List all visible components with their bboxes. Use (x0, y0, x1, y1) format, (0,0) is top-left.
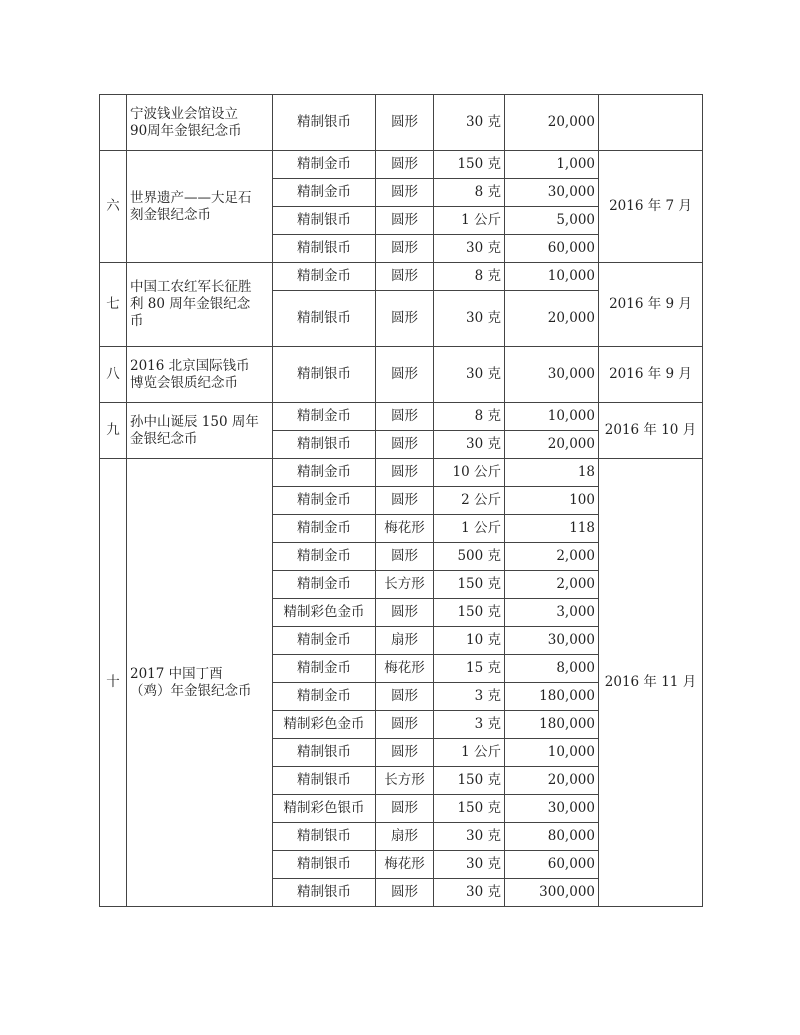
spec-cell: 10 公斤 (434, 459, 505, 487)
quality-cell: 精制金币 (273, 655, 376, 683)
quantity-cell: 2,000 (505, 543, 599, 571)
spec-cell: 150 克 (434, 767, 505, 795)
spec-cell: 30 克 (434, 291, 505, 347)
spec-cell: 30 克 (434, 235, 505, 263)
table-row (100, 459, 703, 487)
quantity-cell: 2,000 (505, 571, 599, 599)
quality-cell: 精制银币 (273, 431, 376, 459)
coin-name-line: 世界遗产——大足石 (130, 189, 252, 206)
seq-cell: 八 (100, 347, 127, 403)
shape-cell: 圆形 (376, 235, 434, 263)
shape-cell: 圆形 (376, 151, 434, 179)
quantity-cell: 3,000 (505, 599, 599, 627)
coin-name-line: 2017 中国丁酉 (130, 665, 223, 682)
quantity-cell: 30,000 (505, 795, 599, 823)
shape-cell: 圆形 (376, 207, 434, 235)
quantity-cell: 30,000 (505, 627, 599, 655)
quality-cell: 精制彩色银币 (273, 795, 376, 823)
coin-name-line: 宁波钱业会馆设立 (130, 105, 238, 122)
quality-cell: 精制银币 (273, 207, 376, 235)
quality-cell: 精制金币 (273, 263, 376, 291)
quality-cell: 精制金币 (273, 571, 376, 599)
shape-cell: 圆形 (376, 291, 434, 347)
spec-cell: 30 克 (434, 347, 505, 403)
seq-cell: 六 (100, 151, 127, 263)
shape-cell: 圆形 (376, 683, 434, 711)
shape-cell: 圆形 (376, 599, 434, 627)
shape-cell: 圆形 (376, 879, 434, 907)
quantity-cell: 20,000 (505, 767, 599, 795)
issue-date-cell: 2016 年 10 月 (599, 403, 703, 459)
coin-name-line: 金银纪念币 (130, 430, 198, 447)
shape-cell: 扇形 (376, 627, 434, 655)
quantity-cell: 10,000 (505, 263, 599, 291)
issue-date-cell (599, 95, 703, 151)
spec-cell: 30 克 (434, 879, 505, 907)
seq-cell: 九 (100, 403, 127, 459)
spec-cell: 1 公斤 (434, 739, 505, 767)
issue-date-cell: 2016 年 11 月 (599, 459, 703, 907)
shape-cell: 圆形 (376, 347, 434, 403)
spec-cell: 3 克 (434, 683, 505, 711)
coin-name-line: 币 (130, 313, 144, 329)
table-row (100, 263, 703, 291)
spec-cell: 2 公斤 (434, 487, 505, 515)
quality-cell: 精制金币 (273, 179, 376, 207)
quantity-cell: 100 (505, 487, 599, 515)
shape-cell: 圆形 (376, 543, 434, 571)
coin-name-line: 90周年金银纪念币 (130, 122, 242, 139)
shape-cell: 圆形 (376, 403, 434, 431)
shape-cell: 梅花形 (376, 655, 434, 683)
shape-cell: 圆形 (376, 711, 434, 739)
shape-cell: 圆形 (376, 739, 434, 767)
issue-date-cell: 2016 年 9 月 (599, 347, 703, 403)
shape-cell: 长方形 (376, 767, 434, 795)
shape-cell: 圆形 (376, 795, 434, 823)
spec-cell: 30 克 (434, 95, 505, 151)
quality-cell: 精制银币 (273, 739, 376, 767)
quantity-cell: 5,000 (505, 207, 599, 235)
spec-cell: 3 克 (434, 711, 505, 739)
coin-name-line: 利 80 周年金银纪念 (130, 296, 251, 312)
quality-cell: 精制银币 (273, 879, 376, 907)
spec-cell: 150 克 (434, 151, 505, 179)
quality-cell: 精制彩色金币 (273, 711, 376, 739)
shape-cell: 扇形 (376, 823, 434, 851)
quantity-cell: 8,000 (505, 655, 599, 683)
coin-name-line: （鸡）年金银纪念币 (130, 682, 252, 699)
coin-name-line: 刻金银纪念币 (130, 206, 211, 223)
quality-cell: 精制金币 (273, 627, 376, 655)
quantity-cell: 30,000 (505, 347, 599, 403)
spec-cell: 150 克 (434, 599, 505, 627)
seq-cell: 十 (100, 459, 127, 907)
shape-cell: 圆形 (376, 431, 434, 459)
spec-cell: 8 克 (434, 403, 505, 431)
coin-issue-table (99, 94, 703, 907)
seq-cell: 七 (100, 263, 127, 347)
quantity-cell: 180,000 (505, 711, 599, 739)
shape-cell: 圆形 (376, 179, 434, 207)
table-row (100, 403, 703, 431)
quality-cell: 精制金币 (273, 459, 376, 487)
coin-name-cell (127, 95, 273, 151)
shape-cell: 圆形 (376, 263, 434, 291)
spec-cell: 1 公斤 (434, 515, 505, 543)
coin-name-line: 孙中山诞辰 150 周年 (130, 413, 259, 430)
table-row (100, 347, 703, 403)
coin-name-cell (127, 151, 273, 263)
shape-cell: 梅花形 (376, 851, 434, 879)
table-row (100, 95, 703, 151)
coin-name-cell (127, 403, 273, 459)
quality-cell: 精制银币 (273, 291, 376, 347)
coin-name-cell (127, 347, 273, 403)
shape-cell: 圆形 (376, 95, 434, 151)
spec-cell: 8 克 (434, 263, 505, 291)
quantity-cell: 30,000 (505, 179, 599, 207)
coin-name-line: 博览会银质纪念币 (130, 374, 238, 391)
spec-cell: 1 公斤 (434, 207, 505, 235)
shape-cell: 梅花形 (376, 515, 434, 543)
quality-cell: 精制银币 (273, 235, 376, 263)
spec-cell: 15 克 (434, 655, 505, 683)
quality-cell: 精制彩色金币 (273, 599, 376, 627)
shape-cell: 圆形 (376, 459, 434, 487)
quantity-cell: 10,000 (505, 403, 599, 431)
spec-cell: 150 克 (434, 571, 505, 599)
spec-cell: 30 克 (434, 823, 505, 851)
spec-cell: 8 克 (434, 179, 505, 207)
quantity-cell: 18 (505, 459, 599, 487)
quantity-cell: 20,000 (505, 431, 599, 459)
spec-cell: 500 克 (434, 543, 505, 571)
issue-date-cell: 2016 年 9 月 (599, 263, 703, 347)
quality-cell: 精制金币 (273, 543, 376, 571)
quantity-cell: 60,000 (505, 851, 599, 879)
quality-cell: 精制金币 (273, 683, 376, 711)
quantity-cell: 80,000 (505, 823, 599, 851)
quantity-cell: 300,000 (505, 879, 599, 907)
spec-cell: 30 克 (434, 851, 505, 879)
quantity-cell: 118 (505, 515, 599, 543)
coin-name-cell (127, 459, 273, 907)
quality-cell: 精制金币 (273, 403, 376, 431)
spec-cell: 150 克 (434, 795, 505, 823)
quality-cell: 精制银币 (273, 767, 376, 795)
quality-cell: 精制金币 (273, 487, 376, 515)
quantity-cell: 180,000 (505, 683, 599, 711)
quantity-cell: 20,000 (505, 291, 599, 347)
coin-name-cell (127, 263, 273, 347)
quality-cell: 精制银币 (273, 95, 376, 151)
seq-cell (100, 95, 127, 151)
quality-cell: 精制银币 (273, 851, 376, 879)
table-row (100, 151, 703, 179)
quantity-cell: 1,000 (505, 151, 599, 179)
spec-cell: 10 克 (434, 627, 505, 655)
shape-cell: 圆形 (376, 487, 434, 515)
coin-name-line: 2016 北京国际钱币 (130, 357, 250, 374)
quality-cell: 精制金币 (273, 515, 376, 543)
coin-name-line: 中国工农红军长征胜 (130, 279, 252, 295)
quantity-cell: 20,000 (505, 95, 599, 151)
quantity-cell: 10,000 (505, 739, 599, 767)
quality-cell: 精制银币 (273, 823, 376, 851)
quality-cell: 精制银币 (273, 347, 376, 403)
quality-cell: 精制金币 (273, 151, 376, 179)
spec-cell: 30 克 (434, 431, 505, 459)
shape-cell: 长方形 (376, 571, 434, 599)
quantity-cell: 60,000 (505, 235, 599, 263)
issue-date-cell: 2016 年 7 月 (599, 151, 703, 263)
